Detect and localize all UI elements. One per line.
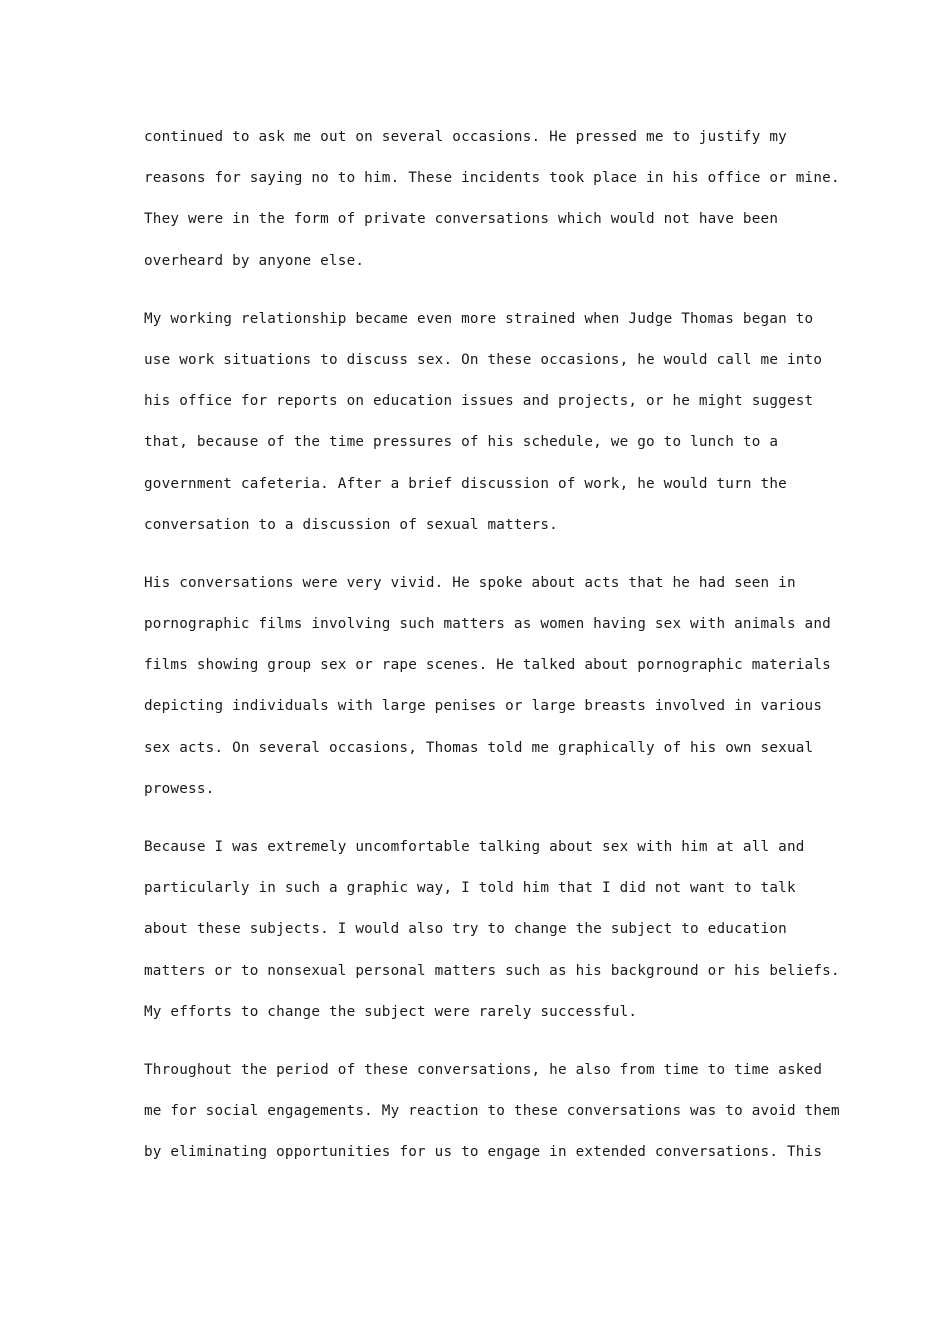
text-line: sex acts. On several occasions, Thomas told me graphically of his own sexual (144, 739, 814, 756)
paragraph-5 (144, 1050, 840, 1174)
text-line: continued to ask me out on several occasions. He pressed me to justify my (144, 129, 787, 145)
text-line: Throughout the period of these conversations, he also from time to time asked (144, 1061, 823, 1078)
text-line: films showing group sex or rape scenes. He talked about pornographic materials (144, 657, 831, 674)
paragraph-1 (144, 117, 840, 282)
text-line: me for social engagements. My reaction to these conversations was to avoid them (144, 1103, 840, 1120)
text-line: Because I was extremely uncomfortable talking about sex with him at all and (144, 839, 805, 855)
text-line: My working relationship became even more strained when Judge Thomas began to (144, 310, 814, 327)
text-line: conversation to a discussion of sexual matters. (144, 516, 558, 533)
text-line: his office for reports on education issues and projects, or he might suggest (144, 393, 814, 410)
text-line: They were in the form of private conversations which would not have been (144, 211, 779, 228)
text-line: particularly in such a graphic way, I told him that I did not want to talk (144, 880, 796, 897)
text-line: that, because of the time pressures of his schedule, we go to lunch to a (144, 434, 779, 451)
text-line: about these subjects. I would also try to change the subject to education (144, 921, 787, 938)
paragraph-4 (144, 827, 840, 1033)
text-line: use work situations to discuss sex. On these occasions, he would call me into (144, 351, 823, 368)
text-line: depicting individuals with large penises or large breasts involved in various (144, 698, 823, 715)
text-line: overheard by anyone else. (144, 252, 365, 269)
text-line: matters or to nonsexual personal matters such as his background or his beliefs. (144, 962, 840, 979)
paragraph-2 (144, 299, 824, 546)
text-line: reasons for saying no to him. These incidents took place in his office or mine. (144, 170, 840, 187)
text-line: My efforts to change the subject were rarely successful. (144, 1003, 638, 1020)
text-line: pornographic films involving such matters as women having sex with animals and (144, 616, 831, 633)
document-body (144, 117, 840, 1191)
text-line: by eliminating opportunities for us to engage in extended conversations. This (144, 1144, 823, 1161)
text-line: government cafeteria. After a brief discussion of work, he would turn the (144, 475, 787, 492)
text-line: prowess. (144, 780, 215, 797)
text-line: His conversations were very vivid. He spoke about acts that he had seen in (144, 574, 796, 591)
paragraph-3 (144, 563, 831, 810)
